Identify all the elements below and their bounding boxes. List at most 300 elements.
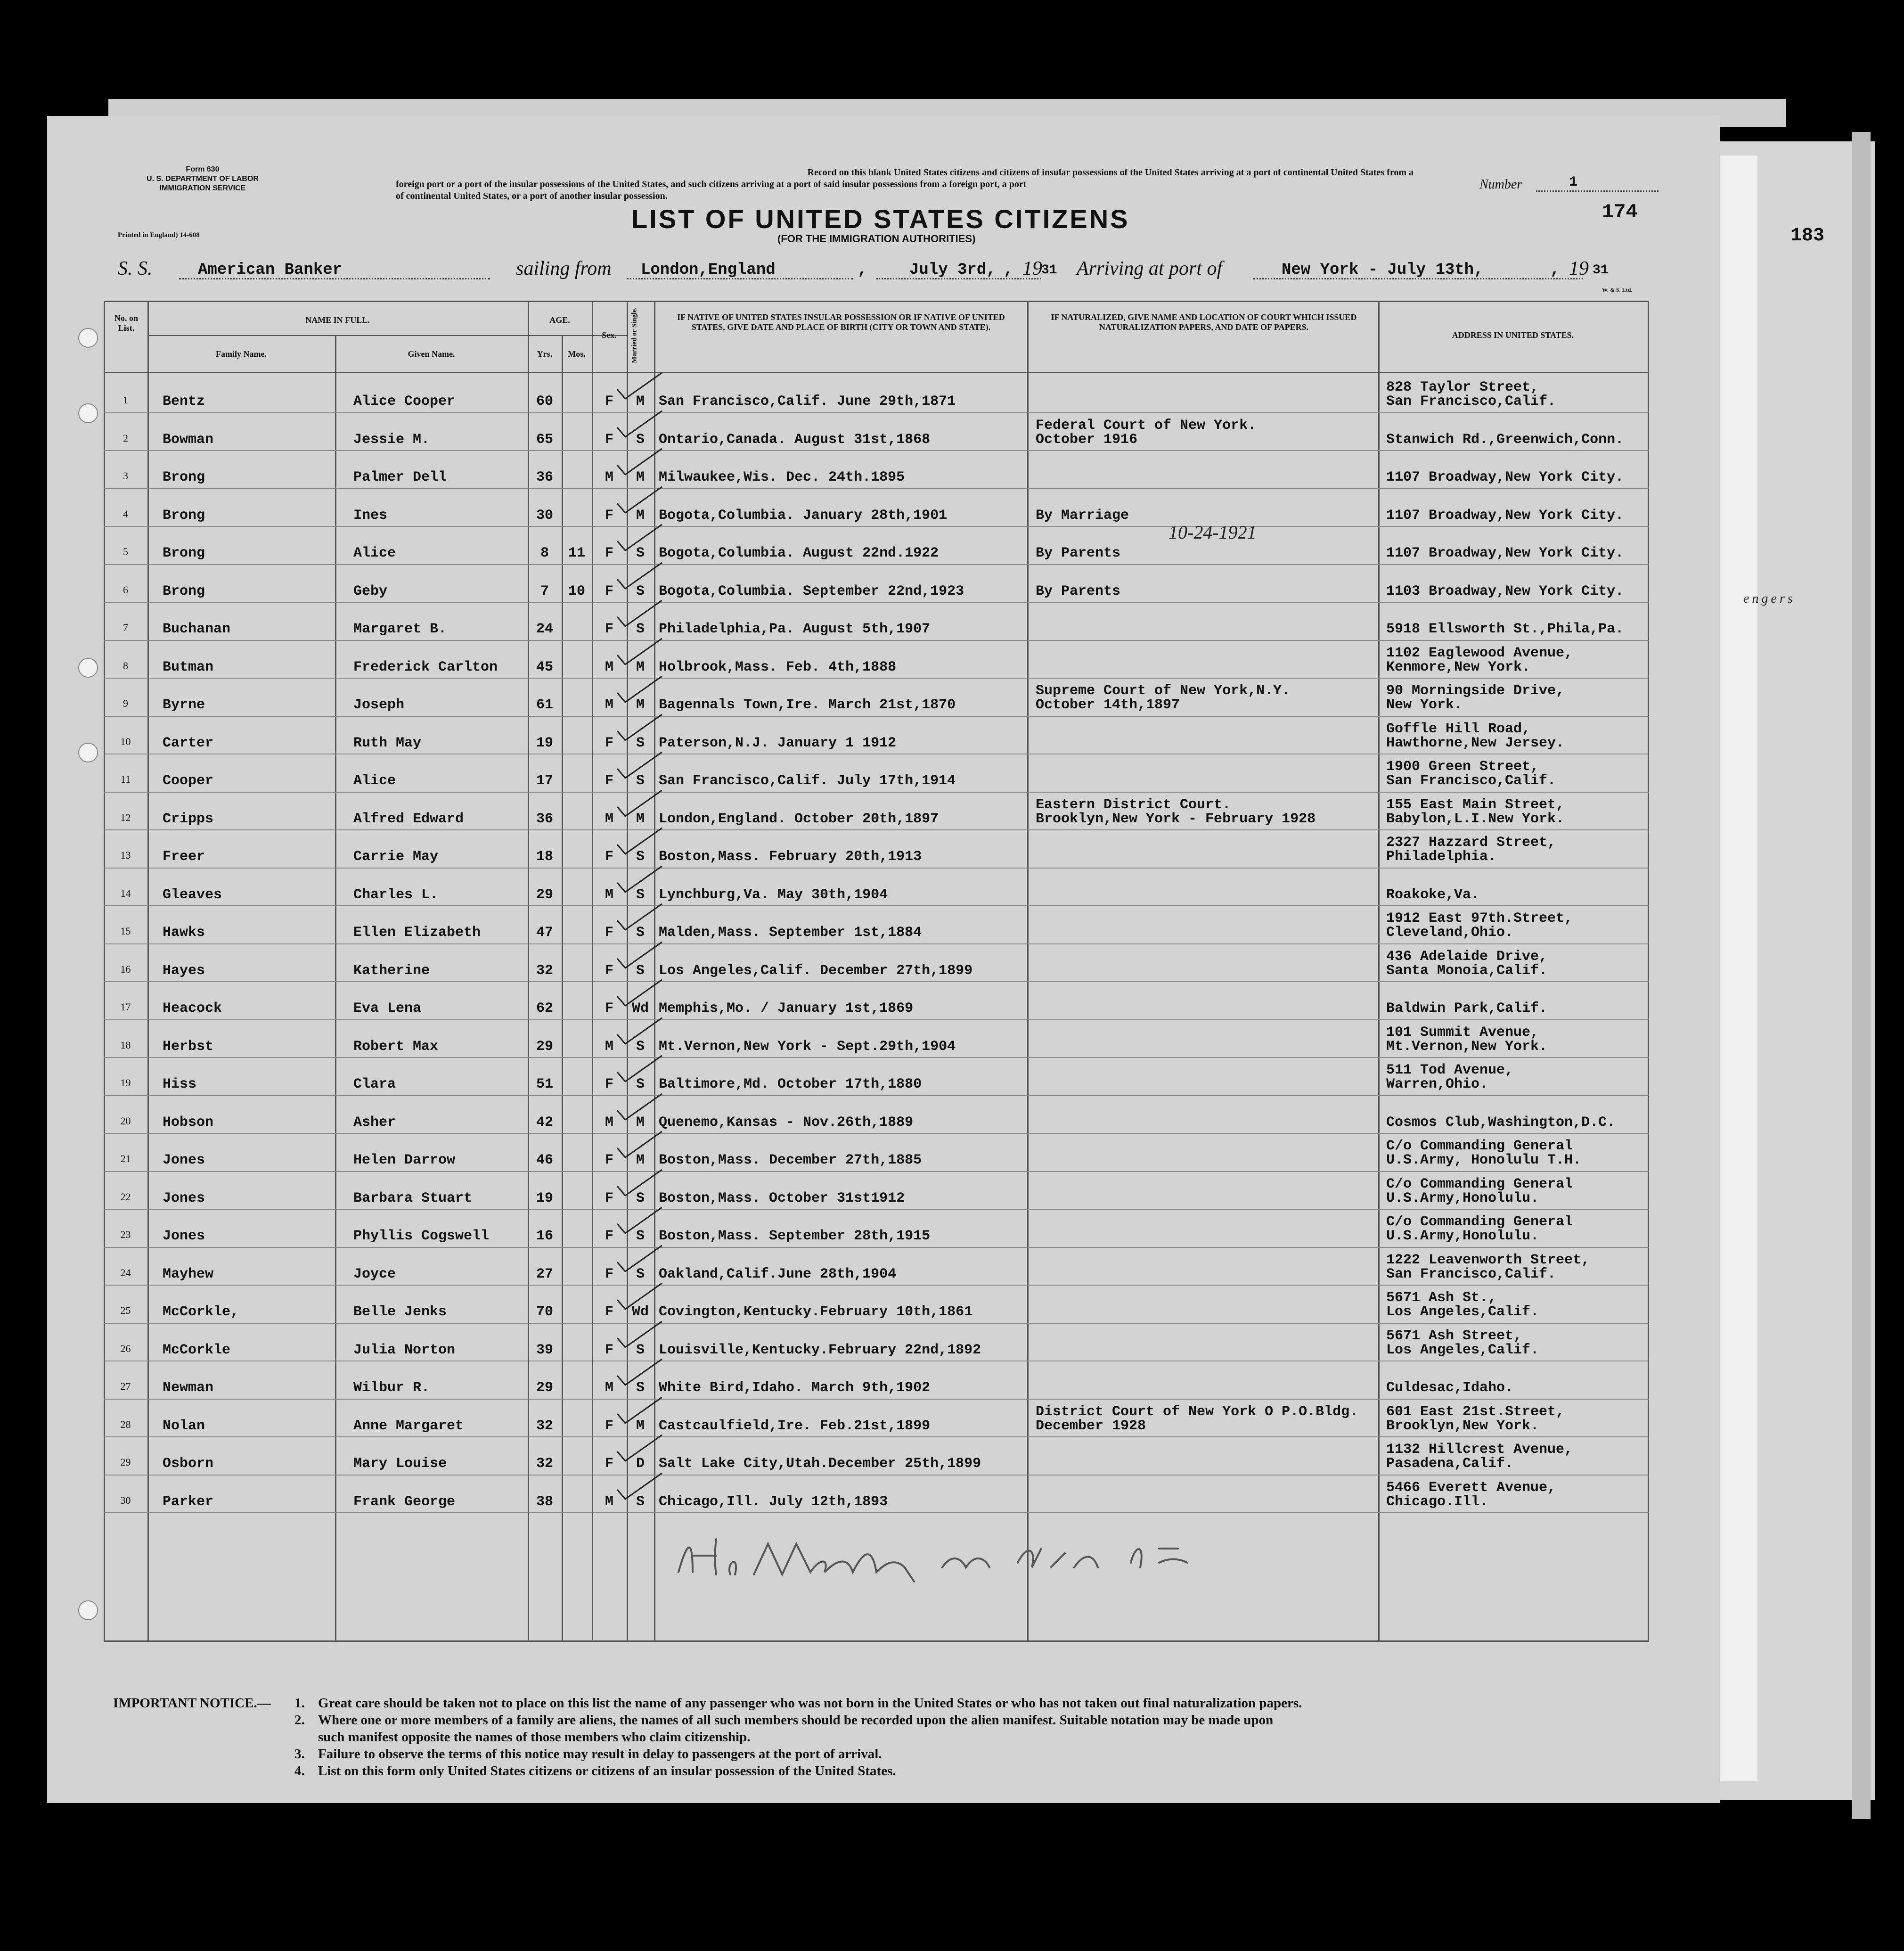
cell-no: 21 — [120, 1153, 131, 1164]
cell-birth: Salt Lake City,Utah.December 25th,1899 — [659, 1456, 981, 1472]
table-row — [104, 1210, 1649, 1248]
notice-item-number: 2. — [294, 1713, 305, 1728]
cell-birth: Los Angeles,Calif. December 27th,1899 — [659, 962, 973, 979]
cell-no: 29 — [120, 1456, 131, 1468]
cell-address-2: San Francisco,Calif. — [1386, 393, 1556, 410]
cell-address-1: 1107 Broadway,New York City. — [1386, 545, 1624, 561]
cell-birth: Lynchburg,Va. May 30th,1904 — [659, 886, 888, 903]
cell-address-2: Babylon,L.I.New York. — [1386, 811, 1565, 827]
port-to: New York - July 13th, — [1282, 261, 1484, 279]
cell-status: M — [636, 1418, 645, 1434]
cell-family: Cripps — [163, 811, 214, 827]
cell-yrs: 70 — [536, 1304, 553, 1320]
cell-status: Wd — [631, 1000, 649, 1016]
cell-yrs: 65 — [536, 431, 553, 448]
form-meta — [118, 165, 287, 193]
cell-birth: Holbrook,Mass. Feb. 4th,1888 — [659, 659, 897, 675]
cell-naturalization-2: Brooklyn,New York - February 1928 — [1036, 811, 1316, 827]
cell-address-2: Cleveland,Ohio. — [1386, 925, 1514, 941]
notice-item-number: 1. — [294, 1696, 305, 1711]
year-from-prefix: 19 — [1022, 258, 1042, 279]
cell-family: McCorkle, — [163, 1304, 239, 1320]
cell-yrs: 42 — [536, 1114, 553, 1131]
cell-given: Clara — [353, 1076, 396, 1092]
department: U. S. DEPARTMENT OF LABOR — [147, 175, 259, 183]
cell-yrs: 36 — [536, 811, 553, 827]
cell-naturalization-2: October 14th,1897 — [1036, 697, 1180, 713]
cell-sex: M — [605, 659, 613, 675]
col-header-given: Given Name. — [408, 349, 455, 359]
table-row — [104, 1361, 1649, 1400]
check-mark-icon — [615, 940, 667, 973]
cell-family: Osborn — [163, 1456, 214, 1472]
col-header-address: ADDRESS IN UNITED STATES. — [1452, 330, 1574, 340]
cell-given: Asher — [353, 1114, 396, 1131]
cell-family: Bowman — [163, 431, 214, 448]
cell-birth: Paterson,N.J. January 1 1912 — [659, 735, 897, 751]
cell-address-1: 1222 Leavenworth Street, — [1386, 1252, 1590, 1268]
manifest-page — [47, 116, 1720, 1803]
cell-family: Brong — [163, 507, 205, 524]
punch-hole — [78, 743, 98, 762]
cell-given: Alfred Edward — [353, 811, 464, 827]
check-mark-icon — [615, 1205, 667, 1238]
cell-sex: F — [605, 393, 613, 410]
cell-sex: M — [605, 1493, 613, 1510]
notice-item-text: Great care should be taken not to place on this list the name of any passenger who was not born in the United States or who has not taken out final naturalization papers. — [318, 1696, 1302, 1711]
comma-1: , — [858, 261, 867, 279]
cell-naturalization-1: Federal Court of New York. — [1036, 417, 1257, 434]
cell-yrs: 60 — [536, 393, 553, 410]
sailing-label: sailing from — [516, 258, 612, 279]
service: IMMIGRATION SERVICE — [159, 184, 246, 192]
cell-address-2: Mt.Vernon,New York. — [1386, 1038, 1548, 1055]
cell-no: 18 — [120, 1039, 131, 1051]
check-mark-icon — [615, 370, 667, 403]
cell-family: Newman — [163, 1380, 214, 1396]
cell-family: Heacock — [163, 1000, 222, 1016]
cell-yrs: 32 — [536, 1456, 553, 1472]
col-header-name: NAME IN FULL. — [305, 315, 370, 325]
check-mark-icon — [615, 750, 667, 783]
col-header-yrs: Yrs. — [537, 349, 553, 359]
cell-given: Ruth May — [353, 735, 422, 751]
check-mark-icon — [615, 1167, 667, 1200]
cell-birth: Boston,Mass. September 28th,1915 — [659, 1228, 931, 1244]
cell-address-1: Baldwin Park,Calif. — [1386, 1000, 1548, 1016]
table-row — [104, 1248, 1649, 1286]
cell-address-2: San Francisco,Calif. — [1386, 1266, 1556, 1282]
form-number: Form 630 — [186, 165, 220, 173]
port-from: London,England — [641, 261, 776, 279]
cell-no: 25 — [120, 1304, 131, 1316]
cell-given: Palmer Dell — [353, 469, 447, 485]
row-rule — [104, 1512, 1649, 1513]
cell-sex: F — [605, 431, 613, 448]
cell-yrs: 47 — [536, 925, 553, 941]
cell-family: Brong — [163, 583, 205, 599]
cell-status: S — [636, 735, 645, 751]
cell-no: 20 — [120, 1115, 131, 1127]
cell-address-1: 155 East Main Street, — [1386, 796, 1565, 813]
cell-sex: F — [605, 773, 613, 789]
cell-birth: Boston,Mass. February 20th,1913 — [659, 849, 922, 865]
back-sheet-strip — [1720, 156, 1757, 1781]
cell-given: Alice — [353, 545, 396, 561]
table-row — [104, 1476, 1649, 1514]
cell-status: S — [636, 1076, 645, 1092]
table-row — [104, 1020, 1649, 1058]
cell-birth: London,England. October 20th,1897 — [659, 811, 939, 827]
year-to-prefix: 19 — [1569, 258, 1589, 279]
comma-3: , — [1550, 261, 1560, 279]
cell-given: Jessie M. — [353, 431, 430, 448]
cell-status: S — [636, 1228, 645, 1244]
cell-no: 26 — [120, 1342, 131, 1354]
cell-status: M — [636, 659, 645, 675]
cell-address-1: 1107 Broadway,New York City. — [1386, 507, 1624, 524]
cell-address-1: 1103 Broadway,New York City. — [1386, 583, 1624, 599]
cell-mos: 10 — [568, 583, 585, 599]
cell-naturalization-1: By Marriage — [1036, 507, 1129, 524]
check-mark-icon — [615, 598, 667, 631]
cell-naturalization-2: October 1916 — [1036, 431, 1138, 448]
check-mark-icon — [615, 1471, 667, 1504]
cell-no: 28 — [120, 1418, 131, 1430]
cell-given: Mary Louise — [353, 1456, 447, 1472]
side-note-handwritten: engers — [1743, 591, 1796, 606]
cell-yrs: 29 — [536, 1038, 553, 1055]
table-row — [104, 754, 1649, 793]
cell-given: Alice Cooper — [353, 393, 456, 410]
cell-sex: F — [605, 1304, 613, 1320]
cell-address-1: 511 Tod Avenue, — [1386, 1062, 1514, 1078]
cell-sex: F — [605, 507, 613, 524]
cell-family: Bentz — [163, 393, 205, 410]
cell-status: M — [636, 393, 645, 410]
cell-sex: F — [605, 1456, 613, 1472]
cell-given: Charles L. — [353, 886, 439, 903]
cell-no: 24 — [120, 1266, 131, 1279]
cell-yrs: 32 — [536, 1418, 553, 1434]
check-mark-icon — [615, 1357, 667, 1390]
check-mark-icon — [615, 712, 667, 745]
notice-item-text: List on this form only United States citizens or citizens of an insular possession of the United States. — [318, 1763, 896, 1779]
col-header-married: Married or Single. — [630, 307, 638, 363]
cell-sex: F — [605, 925, 613, 941]
notice-item — [294, 1712, 1689, 1729]
cell-yrs: 38 — [536, 1493, 553, 1510]
cell-address-1: Cosmos Club,Washington,D.C. — [1386, 1114, 1616, 1131]
cell-address-1: 828 Taylor Street, — [1386, 379, 1539, 395]
cell-status: S — [636, 621, 645, 637]
cell-family: Gleaves — [163, 886, 222, 903]
check-mark-icon — [615, 1433, 667, 1466]
cell-address-1: 1107 Broadway,New York City. — [1386, 469, 1624, 485]
cell-given: Eva Lena — [353, 1000, 422, 1016]
cell-yrs: 39 — [536, 1342, 553, 1358]
cell-no: 13 — [120, 849, 131, 861]
cell-address-1: 436 Adelaide Drive, — [1386, 948, 1548, 965]
cell-birth: Chicago,Ill. July 12th,1893 — [659, 1493, 888, 1510]
cell-no: 9 — [123, 697, 128, 709]
cell-given: Katherine — [353, 962, 430, 979]
cell-given: Ellen Elizabeth — [353, 925, 481, 941]
check-mark-icon — [615, 864, 667, 897]
check-mark-icon — [615, 1395, 667, 1428]
cell-address-1: 1102 Eaglewood Avenue, — [1386, 645, 1573, 661]
cell-address-2: U.S.Army,Honolulu. — [1386, 1190, 1539, 1206]
cell-address-1: Roakoke,Va. — [1386, 886, 1480, 903]
intro-line-1: Record on this blank United States citizens and citizens of insular possessions of the United States arriving at a port of continental United States from a — [807, 167, 1414, 178]
cell-yrs: 27 — [536, 1266, 553, 1282]
check-mark-icon — [615, 674, 667, 707]
cell-no: 6 — [123, 583, 128, 596]
cell-no: 7 — [123, 622, 128, 633]
cell-yrs: 19 — [536, 735, 553, 751]
table-row — [104, 793, 1649, 831]
cell-family: Byrne — [163, 697, 205, 713]
cell-address-2: New York. — [1386, 697, 1463, 713]
cell-status: S — [636, 773, 645, 789]
cell-status: M — [636, 1152, 645, 1168]
cell-birth: Philadelphia,Pa. August 5th,1907 — [659, 621, 931, 637]
punch-hole — [78, 658, 98, 678]
notice-item — [294, 1746, 1689, 1762]
cell-no: 10 — [120, 735, 131, 747]
sub-header-line — [147, 335, 627, 336]
cell-birth: Baltimore,Md. October 17th,1880 — [659, 1076, 922, 1092]
cell-sex: M — [605, 1380, 613, 1396]
cell-birth: Quenemo,Kansas - Nov.26th,1889 — [659, 1114, 914, 1131]
cell-yrs: 7 — [540, 583, 549, 599]
marriage-date-handwritten: 10-24-1921 — [1169, 522, 1257, 543]
cell-address-2: Los Angeles,Calif. — [1386, 1342, 1539, 1358]
check-mark-icon — [615, 902, 667, 935]
cell-no: 2 — [123, 432, 128, 444]
cell-address-1: 5466 Everett Avenue, — [1386, 1479, 1556, 1496]
cell-no: 1 — [123, 394, 128, 406]
cell-family: Hobson — [163, 1114, 214, 1131]
cell-sex: F — [605, 735, 613, 751]
table-row — [104, 679, 1649, 717]
cell-yrs: 32 — [536, 962, 553, 979]
cell-family: Parker — [163, 1493, 214, 1510]
cell-status: M — [636, 811, 645, 827]
cell-yrs: 8 — [540, 545, 549, 561]
cell-yrs: 62 — [536, 1000, 553, 1016]
cell-given: Carrie May — [353, 849, 439, 865]
cell-birth: Bagennals Town,Ire. March 21st,1870 — [659, 697, 956, 713]
cell-no: 3 — [123, 470, 128, 482]
cell-sex: M — [605, 811, 613, 827]
check-mark-icon — [615, 1091, 667, 1124]
cell-birth: Louisville,Kentucky.February 22nd,1892 — [659, 1342, 981, 1358]
cell-given: Belle Jenks — [353, 1304, 447, 1320]
table-row — [104, 527, 1649, 565]
cell-family: Herbst — [163, 1038, 214, 1055]
col-header-birth: IF NATIVE OF UNITED STATES INSULAR POSSESSION OR IF NATIVE OF UNITED STATES, GIVE DATE AND PLACE OF BIRTH (CITY OR TOWN AND STATE). — [677, 312, 1005, 332]
cell-sex: M — [605, 1114, 613, 1131]
page-subtitle: (FOR THE IMMIGRATION AUTHORITIES) — [777, 233, 976, 245]
cell-status: M — [636, 507, 645, 524]
cell-address-1: 601 East 21st.Street, — [1386, 1403, 1565, 1420]
notice-item-text: Where one or more members of a family are aliens, the names of all such members should be recorded upon the alien manifest. Suitable notation may be made upon — [318, 1713, 1274, 1728]
check-mark-icon — [615, 1053, 667, 1086]
punch-hole — [78, 328, 98, 348]
ss-label: S. S. — [118, 258, 153, 279]
cell-sex: F — [605, 545, 613, 561]
cell-status: S — [636, 545, 645, 561]
cell-status: M — [636, 697, 645, 713]
check-mark-icon — [615, 977, 667, 1010]
cell-birth: San Francisco,Calif. July 17th,1914 — [659, 773, 956, 789]
cell-given: Julia Norton — [353, 1342, 456, 1358]
cell-given: Helen Darrow — [353, 1152, 456, 1168]
cell-no: 15 — [120, 925, 131, 937]
notice-item-text: such manifest opposite the names of those members who claim citizenship. — [318, 1730, 751, 1745]
cell-address-1: 5671 Ash Street, — [1386, 1328, 1522, 1344]
cell-address-1: 1132 Hillcrest Avenue, — [1386, 1442, 1573, 1458]
cell-sex: F — [605, 849, 613, 865]
cell-status: S — [636, 583, 645, 599]
stamp-number: 174 — [1602, 201, 1638, 223]
cell-status: S — [636, 886, 645, 903]
cell-address-1: C/o Commanding General — [1386, 1138, 1573, 1154]
cell-given: Joyce — [353, 1266, 396, 1282]
table-row — [104, 413, 1649, 451]
cell-birth: White Bird,Idaho. March 9th,1902 — [659, 1380, 931, 1396]
cell-yrs: 45 — [536, 659, 553, 675]
table-row — [104, 982, 1649, 1020]
table-row — [104, 603, 1649, 641]
table-row — [104, 1134, 1649, 1172]
table-row — [104, 1400, 1649, 1438]
cell-sex: M — [605, 1038, 613, 1055]
cell-yrs: 61 — [536, 697, 553, 713]
check-mark-icon — [615, 409, 667, 442]
cell-sex: F — [605, 583, 613, 599]
cell-family: Brong — [163, 469, 205, 485]
cell-address-1: 5918 Ellsworth St.,Phila,Pa. — [1386, 621, 1624, 637]
col-header-sex: Sex. — [602, 330, 617, 340]
cell-given: Phyllis Cogswell — [353, 1228, 490, 1244]
cell-address-1: 2327 Hazzard Street, — [1386, 835, 1556, 851]
cell-sex: M — [605, 469, 613, 485]
cell-status: D — [636, 1456, 645, 1472]
cell-no: 27 — [120, 1380, 131, 1392]
cell-status: S — [636, 1342, 645, 1358]
check-mark-icon — [615, 788, 667, 821]
cell-address-2: Chicago.Ill. — [1386, 1493, 1488, 1510]
cell-no: 4 — [123, 508, 128, 520]
check-mark-icon — [615, 1243, 667, 1276]
cell-address-2: Hawthorne,New Jersey. — [1386, 735, 1565, 751]
notice-item — [294, 1729, 1689, 1746]
cell-family: Buchanan — [163, 621, 231, 637]
table-row — [104, 1324, 1649, 1362]
cell-yrs: 29 — [536, 1380, 553, 1396]
cell-sex: F — [605, 1228, 613, 1244]
cell-no: 5 — [123, 546, 128, 557]
cell-given: Joseph — [353, 697, 405, 713]
cell-address-2: Brooklyn,New York. — [1386, 1418, 1539, 1434]
cell-status: S — [636, 925, 645, 941]
date-from: July 3rd, — [909, 261, 996, 279]
cell-family: Hayes — [163, 962, 205, 979]
cell-naturalization-1: Supreme Court of New York,N.Y. — [1036, 683, 1291, 699]
table-row — [104, 717, 1649, 755]
check-mark-icon — [615, 484, 667, 517]
cell-no: 30 — [120, 1494, 131, 1506]
check-mark-icon — [615, 636, 667, 669]
arriving-label: Arriving at port of — [1077, 258, 1223, 279]
passenger-table — [104, 301, 1649, 1642]
cell-sex: F — [605, 1152, 613, 1168]
table-row — [104, 906, 1649, 944]
cell-address-1: 1900 Green Street, — [1386, 759, 1539, 775]
cell-no: 14 — [120, 887, 131, 899]
cell-yrs: 51 — [536, 1076, 553, 1092]
cell-birth: Boston,Mass. December 27th,1885 — [659, 1152, 922, 1168]
cell-status: S — [636, 849, 645, 865]
cell-family: Hawks — [163, 925, 205, 941]
table-row — [104, 830, 1649, 869]
table-row — [104, 375, 1649, 413]
check-mark-icon — [615, 560, 667, 593]
cell-birth: Bogota,Columbia. January 28th,1901 — [659, 507, 948, 524]
intro-line-2: foreign port or a port of the insular possessions of the United States, and such citizens arriving at a port of said insular possessions from a foreign port, a port — [396, 179, 1027, 189]
cell-status: M — [636, 469, 645, 485]
cell-address-1: Goffle Hill Road, — [1386, 721, 1531, 737]
col-header-naturalized: IF NATURALIZED, GIVE NAME AND LOCATION OF COURT WHICH ISSUED NATURALIZATION PAPERS, AND DATE OF PAPERS. — [1051, 312, 1357, 332]
cell-sex: F — [605, 1266, 613, 1282]
comma-2: , — [1004, 261, 1013, 279]
table-row — [104, 451, 1649, 489]
cell-yrs: 19 — [536, 1190, 553, 1206]
cell-family: McCorkle — [163, 1342, 231, 1358]
table-row — [104, 944, 1649, 983]
cell-address-1: C/o Commanding General — [1386, 1176, 1573, 1192]
cell-naturalization-1: Eastern District Court. — [1036, 796, 1231, 813]
cell-family: Freer — [163, 849, 205, 865]
cell-sex: F — [605, 1342, 613, 1358]
notice-item-number: 4. — [294, 1763, 305, 1779]
check-mark-icon — [615, 1281, 667, 1314]
cell-given: Frank George — [353, 1493, 456, 1510]
cell-no: 8 — [123, 659, 128, 672]
cell-naturalization-1: District Court of New York O P.O.Bldg. — [1036, 1403, 1358, 1420]
cell-family: Cooper — [163, 773, 214, 789]
cell-address-2: Warren,Ohio. — [1386, 1076, 1488, 1092]
printed-note: Printed in England) 14-608 — [118, 231, 200, 239]
ws-ltd: W. & S. Ltd. — [1602, 287, 1633, 293]
cell-family: Butman — [163, 659, 214, 675]
cell-yrs: 36 — [536, 469, 553, 485]
cell-sex: F — [605, 1000, 613, 1016]
cell-status: S — [636, 1266, 645, 1282]
cell-no: 16 — [120, 963, 131, 975]
cell-sex: M — [605, 697, 613, 713]
number-value: 1 — [1569, 174, 1578, 190]
cell-status: S — [636, 431, 645, 448]
cell-address-2: Santa Monoia,Calif. — [1386, 962, 1548, 979]
check-mark-icon — [615, 826, 667, 859]
cell-address-2: Kenmore,New York. — [1386, 659, 1531, 675]
check-mark-icon — [615, 522, 667, 555]
cell-given: Ines — [353, 507, 388, 524]
number-label: Number — [1479, 177, 1522, 192]
